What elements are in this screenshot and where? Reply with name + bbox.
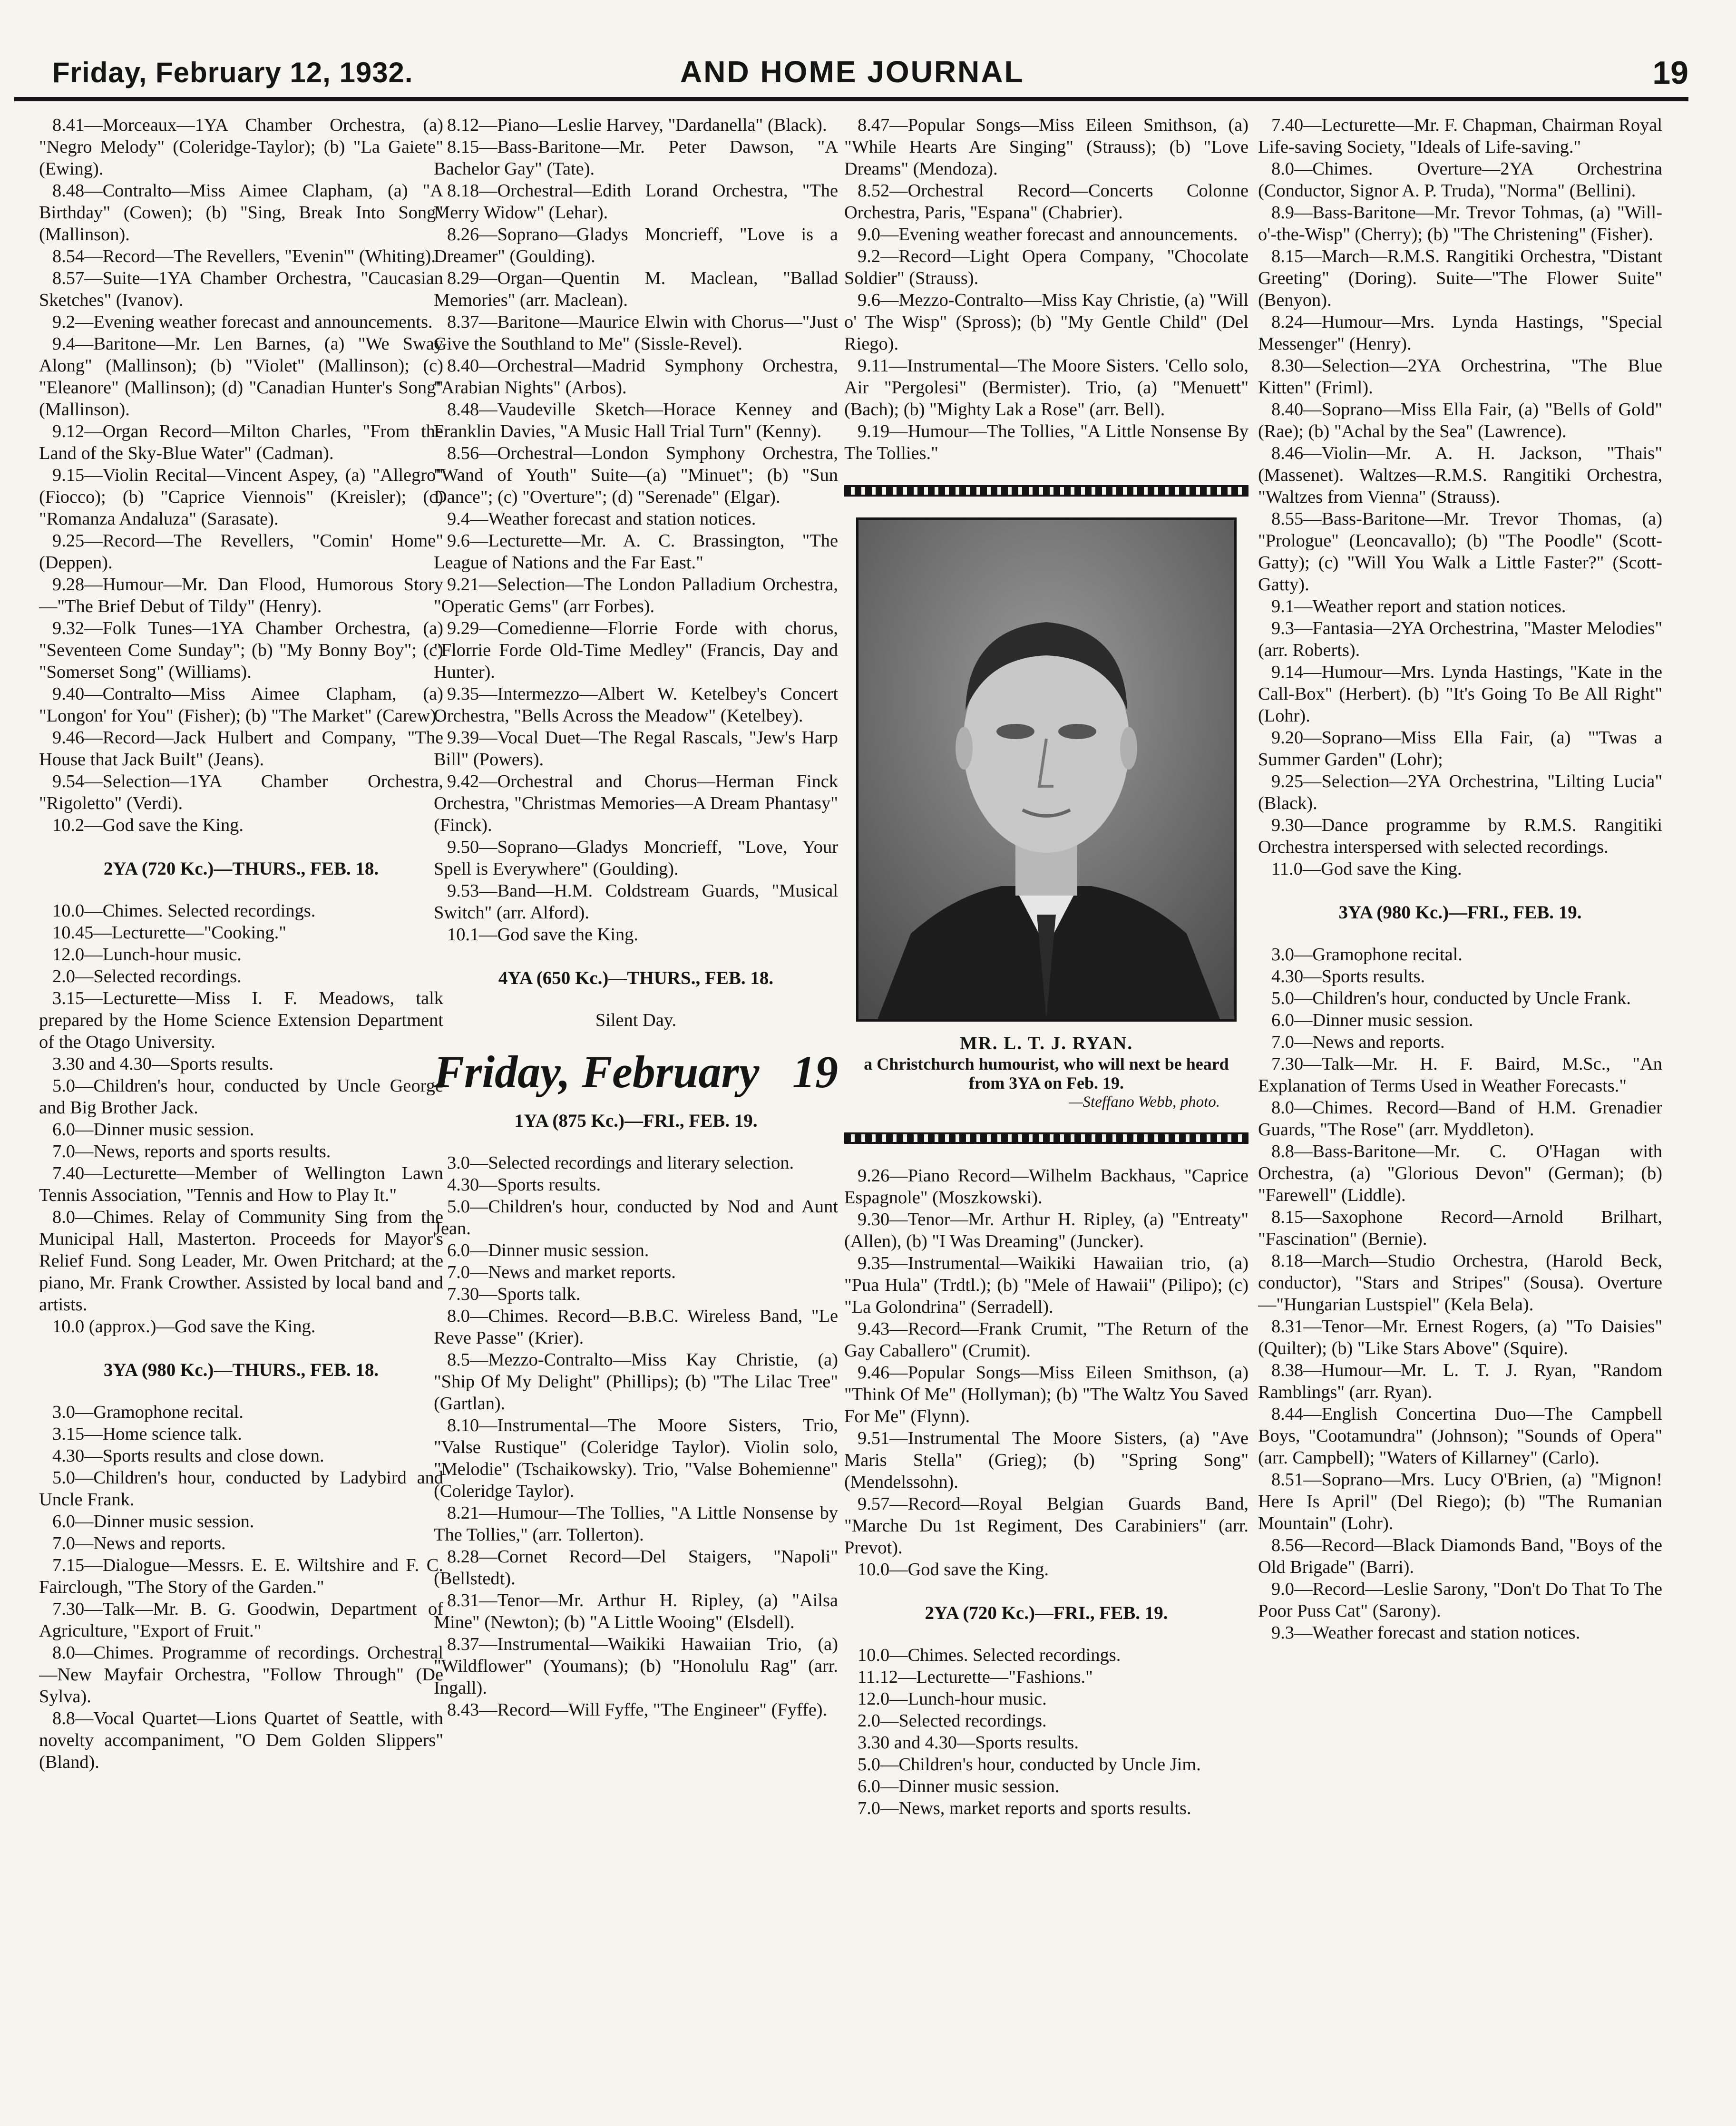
day-heading-text: Friday, February (434, 1046, 760, 1097)
programme-item: 9.12—Organ Record—Milton Charles, "From the Land of the Sky-Blue Water" (Cadman). (39, 421, 443, 463)
station-heading-2ya-thurs: 2YA (720 Kc.)—THURS., FEB. 18. (103, 858, 379, 879)
programme-item: 9.57—Record—Royal Belgian Guards Band, "Marche Du 1st Regiment, Des Carabiniers" (arr. Prevot). (844, 1494, 1248, 1558)
programme-item: 10.0—Chimes. Selected recordings. (858, 1645, 1121, 1665)
programme-item: 6.0—Dinner music session. (858, 1776, 1060, 1796)
programme-item: 9.2—Evening weather forecast and announcements. (52, 312, 433, 332)
programme-item: 4.30—Sports results and close down. (52, 1446, 324, 1466)
programme-item: 8.57—Suite—1YA Chamber Orchestra, "Caucasian Sketches" (Ivanov). (39, 268, 443, 310)
programme-item: 8.38—Humour—Mr. L. T. J. Ryan, "Random Ramblings" (arr. Ryan). (1258, 1360, 1662, 1402)
programme-item: 7.30—Talk—Mr. B. G. Goodwin, Department of Agriculture, "Export of Fruit." (39, 1599, 443, 1641)
programme-item: 9.21—Selection—The London Palladium Orchestra, "Operatic Gems" (arr Forbes). (434, 575, 838, 616)
programme-item: 10.0—God save the King. (858, 1560, 1049, 1580)
programme-item: 8.31—Tenor—Mr. Arthur H. Ripley, (a) "Ailsa Mine" (Newton); (b) "A Little Wooing" (Elsdell). (434, 1590, 838, 1632)
programme-item: 9.29—Comedienne—Florrie Forde with chorus, "Florrie Forde Old-Time Medley" (Francis, Day and Hunter). (434, 618, 838, 682)
portrait-figure (844, 517, 1248, 1112)
programme-item: 9.0—Evening weather forecast and announcements. (858, 224, 1238, 244)
programme-item: 9.30—Dance programme by R.M.S. Rangitiki Orchestra interspersed with selected recordings. (1258, 815, 1662, 857)
programme-item: 9.0—Record—Leslie Sarony, "Don't Do That To The Poor Puss Cat" (Sarony). (1258, 1579, 1662, 1621)
programme-item: 8.12—Piano—Leslie Harvey, "Dardanella" (Black). (447, 115, 827, 135)
programme-item: 7.0—News and reports. (52, 1533, 226, 1553)
programme-item: 6.0—Dinner music session. (52, 1120, 254, 1140)
programme-item: 9.19—Humour—The Tollies, "A Little Nonsense By The Tollies." (844, 421, 1248, 463)
programme-item: 5.0—Children's hour, conducted by Uncle George and Big Brother Jack. (39, 1076, 443, 1118)
programme-item: 9.3—Weather forecast and station notices. (1271, 1623, 1580, 1643)
programme-list (1258, 114, 1662, 880)
programme-list (844, 1165, 1248, 1580)
programme-item: 4.30—Sports results. (1271, 966, 1425, 986)
station-heading-3ya-fri: 3YA (980 Kc.)—FRI., FEB. 19. (1338, 902, 1582, 923)
programme-item: 8.54—Record—The Revellers, "Evenin'" (Whiting). (52, 246, 436, 266)
programme-item: 11.12—Lecturette—"Fashions." (858, 1667, 1093, 1687)
programme-item: 8.48—Vaudeville Sketch—Horace Kenney and Franklin Davies, "A Music Hall Trial Turn" (Kenny). (434, 400, 838, 441)
programme-item: 8.43—Record—Will Fyffe, "The Engineer" (Fyffe). (447, 1700, 828, 1720)
programme-list-3ya-thurs (39, 1401, 443, 1773)
column-3 (844, 114, 1248, 2107)
column-1 (39, 114, 443, 2107)
programme-list-1ya-fri (434, 1152, 838, 1721)
programme-item: 9.6—Lecturette—Mr. A. C. Brassington, "The League of Nations and the Far East." (434, 531, 838, 573)
programme-item: 10.1—God save the King. (447, 925, 638, 945)
issue-date: Friday, February 12, 1932. (52, 57, 413, 88)
programme-item: 8.44—English Concertina Duo—The Campbell Boys, "Cootamundra" (Johnson); "Sounds of Opera" (arr. Campbell); "Waters of Killarney" (Carlo). (1258, 1404, 1662, 1468)
programme-item: 8.21—Humour—The Tollies, "A Little Nonsense by The Tollies," (arr. Tollerton). (434, 1503, 838, 1545)
programme-item: 8.15—Saxophone Record—Arnold Brilhart, "Fascination" (Bernie). (1258, 1207, 1662, 1249)
programme-list (39, 114, 443, 836)
programme-item: 9.28—Humour—Mr. Dan Flood, Humorous Story—"The Brief Debut of Tildy" (Henry). (39, 575, 443, 616)
programme-item: 8.28—Cornet Record—Del Staigers, "Napoli" (Bellstedt). (434, 1547, 838, 1589)
programme-list-3ya-fri (1258, 944, 1662, 1644)
programme-item: 9.4—Baritone—Mr. Len Barnes, (a) "We Sway Along" (Mallinson); (b) "Violet" (Mallinson); (c) "Eleanore" (Mallinson); (d) "Canadian Hunter's Song" (Mallinson). (39, 334, 443, 419)
programme-item: 7.30—Sports talk. (447, 1284, 581, 1304)
programme-item: 9.30—Tenor—Mr. Arthur H. Ripley, (a) "Entreaty" (Allen), (b) "I Was Dreaming" (Juncker). (844, 1209, 1248, 1251)
programme-item: 9.4—Weather forecast and station notices. (447, 509, 756, 529)
programme-item: 8.55—Bass-Baritone—Mr. Trevor Thomas, (a) "Prologue" (Leoncavallo); (b) "The Poodle" (Scott-Gatty); (c) "Will You Walk a Little Faster?" (Scott-Gatty). (1258, 509, 1662, 595)
column-2 (434, 114, 838, 2107)
portrait-photo (856, 517, 1237, 1022)
programme-item: 9.35—Intermezzo—Albert W. Ketelbey's Concert Orchestra, "Bells Across the Meadow" (Ketelbey). (434, 684, 838, 726)
programme-item: 8.56—Orchestral—London Symphony Orchestra, "Wand of Youth" Suite—(a) "Minuet"; (b) "Sun Dance"; (c) "Overture"; (d) "Serenade" (Elgar). (434, 443, 838, 507)
programme-item: 3.0—Gramophone recital. (1271, 945, 1463, 965)
programme-item: 8.40—Soprano—Miss Ella Fair, (a) "Bells of Gold" (Rae); (b) "Achal by the Sea" (Lawrence). (1258, 400, 1662, 441)
programme-item: 9.14—Humour—Mrs. Lynda Hastings, "Kate in the Call-Box" (Herbert). (b) "It's Going To Be All Right" (Lohr). (1258, 662, 1662, 726)
programme-item: 8.9—Bass-Baritone—Mr. Trevor Tohmas, (a) "Will-o'-the-Wisp" (Cherry); (b) "The Christening" (Fisher). (1258, 203, 1662, 244)
programme-item: 8.30—Selection—2YA Orchestrina, "The Blue Kitten" (Friml). (1258, 356, 1662, 398)
programme-item: 8.15—Bass-Baritone—Mr. Peter Dawson, "A Bachelor Gay" (Tate). (434, 137, 838, 179)
programme-item: 9.35—Instrumental—Waikiki Hawaiian trio, (a) "Pua Hula" (Trdtl.); (b) "Mele of Hawaii" (Pilipo); (c) "La Golondrina" (Serradell). (844, 1253, 1248, 1317)
programme-item: 8.29—Organ—Quentin M. Maclean, "Ballad Memories" (arr. Maclean). (434, 268, 838, 310)
programme-item: 3.15—Home science talk. (52, 1424, 242, 1444)
programme-item: 5.0—Children's hour, conducted by Nod and Aunt Jean. (434, 1197, 838, 1239)
programme-item: 8.52—Orchestral Record—Concerts Colonne Orchestra, Paris, "Espana" (Chabrier). (844, 181, 1248, 223)
programme-item: 2.0—Selected recordings. (858, 1711, 1047, 1731)
header-rule (14, 97, 1688, 101)
programme-item: 9.6—Mezzo-Contralto—Miss Kay Christie, (a) "Will o' The Wisp" (Spross); (b) "My Gentle Child" (Del Riego). (844, 290, 1248, 354)
programme-item: 5.0—Children's hour, conducted by Uncle Frank. (1271, 988, 1631, 1008)
programme-item: 9.46—Record—Jack Hulbert and Company, "The House that Jack Built" (Jeans). (39, 728, 443, 770)
programme-item: 3.0—Selected recordings and literary selection. (447, 1153, 794, 1173)
programme-item: 7.40—Lecturette—Mr. F. Chapman, Chairman Royal Life-saving Society, "Ideals of Life-saving." (1258, 115, 1662, 157)
programme-item: 10.45—Lecturette—"Cooking." (52, 923, 286, 943)
programme-item: 8.26—Soprano—Gladys Moncrieff, "Love is a Dreamer" (Goulding). (434, 224, 838, 266)
programme-item: 5.0—Children's hour, conducted by Uncle Jim. (858, 1755, 1201, 1775)
programme-list-2ya-thurs (39, 900, 443, 1337)
column-4 (1258, 114, 1662, 2107)
programme-item: 9.3—Fantasia—2YA Orchestrina, "Master Melodies" (arr. Roberts). (1258, 618, 1662, 660)
programme-item: 7.0—News, reports and sports results. (52, 1141, 331, 1161)
programme-item: 9.25—Record—The Revellers, "Comin' Home" (Deppen). (39, 531, 443, 573)
programme-item: 8.47—Popular Songs—Miss Eileen Smithson, (a) "While Hearts Are Singing" (Strauss); (b) "Love Dreams" (Mendoza). (844, 115, 1248, 179)
masthead: AND HOME JOURNAL (680, 55, 1024, 89)
programme-item: 7.30—Talk—Mr. H. F. Baird, M.Sc., "An Explanation of Terms Used in Weather Forecasts." (1258, 1054, 1662, 1096)
programme-item: 9.15—Violin Recital—Vincent Aspey, (a) "Allegro" (Fiocco); (b) "Caprice Viennois" (Kreisler); (c) "Romanza Andaluza" (Sarasate). (39, 465, 443, 529)
programme-item: 8.18—Orchestral—Edith Lorand Orchestra, "The Merry Widow" (Lehar). (434, 181, 838, 223)
programme-item: 7.0—News and reports. (1271, 1032, 1445, 1052)
programme-item: 9.40—Contralto—Miss Aimee Clapham, (a) "Longon' for You" (Fisher); (b) "The Market" (Carew). (39, 684, 443, 726)
programme-item: 8.10—Instrumental—The Moore Sisters, Trio, "Valse Rustique" (Coleridge Taylor). Violin solo, "Melodie" (Tschaikowsky). Trio, "Valse Bohemienne" (Coleridge Taylor). (434, 1415, 838, 1501)
programme-item: 3.30 and 4.30—Sports results. (858, 1733, 1079, 1753)
day-heading-number: 19 (792, 1046, 838, 1097)
programme-item: 8.5—Mezzo-Contralto—Miss Kay Christie, (a) "Ship Of My Delight" (Phillips); (b) "The Lilac Tree" (Gartlan). (434, 1350, 838, 1414)
programme-item: 8.15—March—R.M.S. Rangitiki Orchestra, "Distant Greeting" (Doring). Suite—"The Flower Suite" (Benyon). (1258, 246, 1662, 310)
programme-item: 8.37—Instrumental—Waikiki Hawaiian Trio, (a) "Wildflower" (Youmans); (b) "Honolulu Rag" (arr. Ingall). (434, 1634, 838, 1698)
programme-item: 3.15—Lecturette—Miss I. F. Meadows, talk prepared by the Home Science Extension Department of the Otago University. (39, 988, 443, 1052)
programme-item: 8.31—Tenor—Mr. Ernest Rogers, (a) "To Daisies" (Quilter); (b) "Like Stars Above" (Squire). (1258, 1317, 1662, 1358)
programme-list (844, 114, 1248, 464)
programme-item: 9.39—Vocal Duet—The Regal Rascals, "Jew's Harp Bill" (Powers). (434, 728, 838, 770)
programme-item: 11.0—God save the King. (1271, 859, 1462, 879)
programme-item: 8.48—Contralto—Miss Aimee Clapham, (a) "A Birthday" (Cowen); (b) "Sing, Break Into Song" (Mallinson). (39, 181, 443, 244)
programme-item: 9.42—Orchestral and Chorus—Herman Finck Orchestra, "Christmas Memories—A Dream Phantasy" (Finck). (434, 771, 838, 835)
programme-item: 9.51—Instrumental The Moore Sisters, (a) "Ave Maris Stella" (Grieg); (b) "Spring Song" (Mendelssohn). (844, 1428, 1248, 1492)
programme-item: 12.0—Lunch-hour music. (858, 1689, 1047, 1709)
station-heading-2ya-fri: 2YA (720 Kc.)—FRI., FEB. 19. (925, 1603, 1168, 1623)
programme-list-2ya-fri (844, 1644, 1248, 1819)
programme-item: 9.1—Weather report and station notices. (1271, 596, 1566, 616)
programme-item: 10.2—God save the King. (52, 815, 244, 835)
programme-item: 9.53—Band—H.M. Coldstream Guards, "Musical Switch" (arr. Alford). (434, 881, 838, 923)
programme-item: 8.8—Vocal Quartet—Lions Quartet of Seattle, with novelty accompaniment, "O Dem Golden Slippers" (Bland). (39, 1708, 443, 1772)
programme-item: 3.30 and 4.30—Sports results. (52, 1054, 273, 1074)
page-number: 19 (1652, 55, 1688, 91)
programme-item: 6.0—Dinner music session. (447, 1240, 649, 1260)
programme-item: 9.20—Soprano—Miss Ella Fair, (a) "'Twas a Summer Garden" (Lohr); (1258, 728, 1662, 770)
programme-item: 8.24—Humour—Mrs. Lynda Hastings, "Special Messenger" (Henry). (1258, 312, 1662, 354)
programme-item: 9.43—Record—Frank Crumit, "The Return of the Gay Caballero" (Crumit). (844, 1319, 1248, 1361)
programme-item: 7.0—News, market reports and sports results. (858, 1798, 1191, 1818)
station-heading-1ya-fri: 1YA (875 Kc.)—FRI., FEB. 19. (514, 1111, 758, 1131)
programme-item: 3.0—Gramophone recital. (52, 1402, 244, 1422)
programme-item: 12.0—Lunch-hour music. (52, 945, 242, 965)
programme-item: 8.56—Record—Black Diamonds Band, "Boys of the Old Brigade" (Barri). (1258, 1535, 1662, 1577)
programme-item: 8.0—Chimes. Record—B.B.C. Wireless Band, "Le Reve Passe" (Krier). (434, 1306, 838, 1348)
programme-item: 8.37—Baritone—Maurice Elwin with Chorus—"Just Give the Southland to Me" (Sissle-Revel). (434, 312, 838, 354)
programme-item: 9.25—Selection—2YA Orchestrina, "Lilting Lucia" (Black). (1258, 771, 1662, 813)
programme-item: 5.0—Children's hour, conducted by Ladybird and Uncle Frank. (39, 1468, 443, 1510)
station-heading-4ya-thurs: 4YA (650 Kc.)—THURS., FEB. 18. (498, 968, 774, 988)
programme-item: 7.40—Lecturette—Member of Wellington Lawn Tennis Association, "Tennis and How to Play It." (39, 1163, 443, 1205)
programme-item: 9.26—Piano Record—Wilhelm Backhaus, "Caprice Espagnole" (Moszkowski). (844, 1166, 1248, 1208)
programme-item: 9.11—Instrumental—The Moore Sisters. 'Cello solo, Air "Pergolesi" (Bermister). Trio, (a) "Menuett" (Bach); (b) "Mighty Lak a Rose" (arr. Bell). (844, 356, 1248, 419)
programme-item: 8.46—Violin—Mr. A. H. Jackson, "Thais" (Massenet). Waltzes—R.M.S. Rangitiki Orchestra, "Waltzes from Vienna" (Strauss). (1258, 443, 1662, 507)
programme-item: 8.40—Orchestral—Madrid Symphony Orchestra, "Arabian Nights" (Arbos). (434, 356, 838, 398)
programme-item: 8.0—Chimes. Record—Band of H.M. Grenadier Guards, "The Rose" (arr. Myddleton). (1258, 1098, 1662, 1140)
programme-item: 10.0 (approx.)—God save the King. (52, 1317, 316, 1336)
programme-item: 2.0—Selected recordings. (52, 966, 242, 986)
programme-item: 8.41—Morceaux—1YA Chamber Orchestra, (a) "Negro Melody" (Coleridge-Taylor); (b) "La Gaiete" (Ewing). (39, 115, 443, 179)
programme-item: 9.54—Selection—1YA Chamber Orchestra, "Rigoletto" (Verdi). (39, 771, 443, 813)
programme-item: 7.15—Dialogue—Messrs. E. E. Wiltshire and F. C. Fairclough, "The Story of the Garden." (39, 1555, 443, 1597)
photo-caption-name: MR. L. T. J. RYAN. (959, 1033, 1133, 1053)
programme-item: 8.8—Bass-Baritone—Mr. C. O'Hagan with Orchestra, (a) "Glorious Devon" (German); (b) "Farewell" (Liddle). (1258, 1141, 1662, 1205)
programme-list (434, 114, 838, 946)
programme-item: 6.0—Dinner music session. (1271, 1010, 1473, 1030)
programme-item: 4.30—Sports results. (447, 1175, 601, 1195)
programme-item: 9.2—Record—Light Opera Company, "Chocolate Soldier" (Strauss). (844, 246, 1248, 288)
programme-item: 10.0—Chimes. Selected recordings. (52, 901, 316, 921)
programme-item: 8.18—March—Studio Orchestra, (Harold Beck, conductor), "Stars and Stripes" (Sousa). Overture—"Hungarian Lustspiel" (Kela Bela). (1258, 1251, 1662, 1315)
day-heading (434, 1045, 838, 1099)
programme-item: 7.0—News and market reports. (447, 1262, 676, 1282)
programme-item: 8.0—Chimes. Relay of Community Sing from the Municipal Hall, Masterton. Proceeds for Mayor's Relief Fund. Song Leader, Mr. Owen Pritchard; at the piano, Mr. Frank Crowther. Assisted by local band and artists. (39, 1207, 443, 1315)
decorative-divider (844, 1132, 1248, 1144)
programme-item: 8.0—Chimes. Overture—2YA Orchestrina (Conductor, Signor A. P. Truda), "Norma" (Bellini). (1258, 159, 1662, 201)
decorative-divider (844, 485, 1248, 497)
programme-item: 8.0—Chimes. Programme of recordings. Orchestral—New Mayfair Orchestra, "Follow Through" (De Sylva). (39, 1643, 443, 1707)
programme-item: 9.46—Popular Songs—Miss Eileen Smithson, (a) "Think Of Me" (Hollyman); (b) "The Waltz You Saved For Me" (Flynn). (844, 1363, 1248, 1426)
silent-day-note: Silent Day. (595, 1010, 677, 1030)
programme-item: 9.32—Folk Tunes—1YA Chamber Orchestra, (a) "Seventeen Come Sunday"; (b) "My Bonny Boy"; (c) "Somerset Song" (Williams). (39, 618, 443, 682)
programme-item: 9.50—Soprano—Gladys Moncrieff, "Love, Your Spell is Everywhere" (Goulding). (434, 837, 838, 879)
programme-item: 6.0—Dinner music session. (52, 1512, 254, 1531)
photo-caption: a Christchurch humourist, who will next be heard from 3YA on Feb. 19. (864, 1054, 1229, 1092)
photo-credit: —Steffano Webb, photo. (1069, 1093, 1220, 1111)
programme-item: 8.51—Soprano—Mrs. Lucy O'Brien, (a) "Mignon! Here Is April" (Del Riego); (b) "The Rumanian Mountain" (Lohr). (1258, 1470, 1662, 1533)
station-heading-3ya-thurs: 3YA (980 Kc.)—THURS., FEB. 18. (103, 1360, 379, 1380)
